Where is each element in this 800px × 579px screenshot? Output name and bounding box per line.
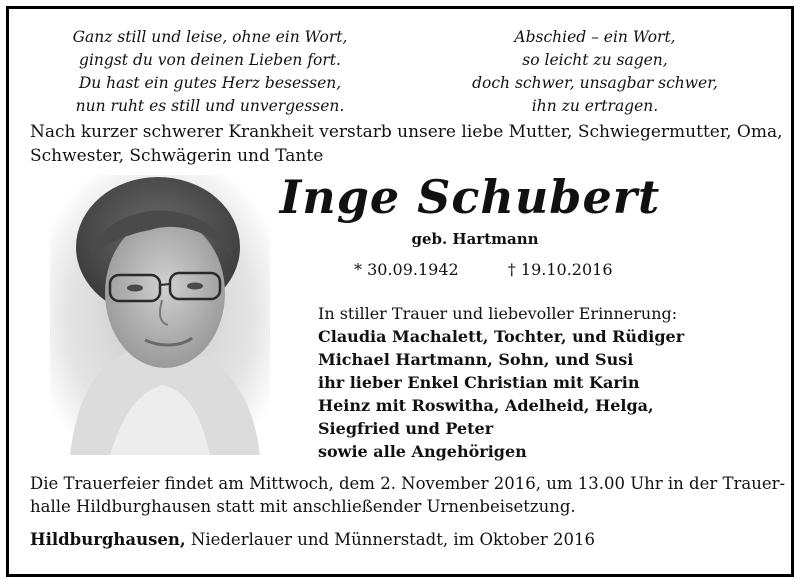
mourner-line: sowie alle Angehörigen [318,442,527,461]
poem-line: nun ruht es still und unvergessen. [75,97,345,115]
closing-place: Hildburghausen, [30,530,186,549]
poem-line: Ganz still und leise, ohne ein Wort, [72,28,348,46]
mourners-list [318,302,684,463]
poem-line: ihn zu ertragen. [531,97,659,115]
funeral-info [30,472,785,518]
mourners-lead: In stiller Trauer und liebevoller Erinnerung: [318,304,678,323]
funeral-line: halle Hildburghausen statt mit anschließender Urnenbeisetzung. [30,497,576,516]
funeral-line: Die Trauerfeier findet am Mittwoch, dem 2. November 2016, um 13.00 Uhr in der Trauer- [30,474,786,493]
poem-left [50,26,370,118]
life-dates [354,260,613,279]
closing-line [30,530,595,549]
poem-line: doch schwer, unsagbar schwer, [472,74,718,92]
closing-rest: Niederlauer und Münnerstadt, im Oktober 2016 [185,530,596,549]
portrait-photo [50,175,270,455]
intro-line: Schwester, Schwägerin und Tante [30,146,324,166]
mourner-line: Claudia Machalett, Tochter, und Rüdiger [318,327,685,346]
intro-text [30,120,783,168]
mourner-line: Heinz mit Roswitha, Adelheid, Helga, [318,396,654,415]
poem-right [430,26,760,118]
deceased-name: Inge Schubert [279,170,661,224]
mourner-line: Siegfried und Peter [318,419,494,438]
birth-date: * 30.09.1942 [354,260,459,279]
poem-line: Abschied – ein Wort, [514,28,676,46]
mourner-line: Michael Hartmann, Sohn, und Susi [318,350,634,369]
poem-line: Du hast ein gutes Herz besessen, [78,74,342,92]
born-name: geb. Hartmann [411,230,539,248]
death-date: † 19.10.2016 [507,260,613,279]
mourner-line: ihr lieber Enkel Christian mit Karin [318,373,640,392]
poem-line: so leicht zu sagen, [522,51,668,69]
poem-line: gingst du von deinen Lieben fort. [79,51,341,69]
intro-line: Nach kurzer schwerer Krankheit verstarb unsere liebe Mutter, Schwiegermutter, Oma, [30,122,783,142]
